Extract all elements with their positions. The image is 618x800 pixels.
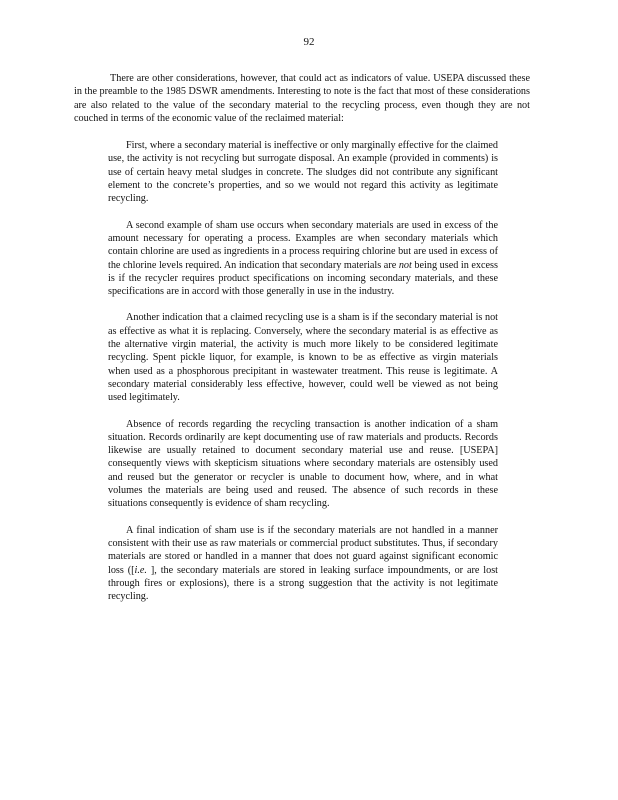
emphasis-text: not [398,259,412,271]
page-number: 92 [303,36,315,48]
intro-paragraph: There are other considerations, however, that could act as indicators of value. USEPA discussed these in the preamble to the 1985 DSWR amendments. Interesting to note is the fact that most of these considerations are also related to the value of the secondary material to the recycling process, even though they are not couched in terms of the economic value of the reclaimed material: [74,73,530,124]
quote-text: ], the secondary materials are stored in leaking surface impoundments, or are lost through fires or explosions), there is a strong suggestion that the activity is not legitimate recycling. [108,564,498,603]
quote-text: A second example of sham use occurs when secondary materials are used in excess of the amount necessary for operating a process. Examples are when secondary materials which contain chlorine are used as ingredients in a process requiring chlorine but are used in excess of the chlorine levels required. An indication that secondary materials are [108,219,498,271]
quote-paragraph-4: Absence of records regarding the recycling transaction is another indication of a sham situation. Records ordinarily are kept documenting use of raw materials and products. Records likewise are usually retained to document secondary material use and reuse. [USEPA] consequently views with skepticism situations where secondary materials are ostensibly used and reused but the generator or recycler is unable to document how, where, and in what volumes the materials are being used and reused. The absence of such records in these situations consequently is evidence of sham recycling. [108,418,498,510]
body-text [74,72,530,603]
quote-paragraph-2 [74,219,530,299]
quote-paragraph-3: Another indication that a claimed recycling use is a sham is if the secondary material is not as effective as what it is replacing. Conversely, where the secondary material is as effective as the alternative virgin material, the activity is much more likely to be considered legitimate recycling. Spent pickle liquor, for example, is known to be as effective as virgin materials when used as a phosphorous precipitant in wastewater treatment. This reuse is legitimate. A secondary material considerably less effective, however, could well be viewed as not being used legitimately. [108,312,498,404]
quote-text: A final indication of sham use is if the secondary materials are not handled in a manner consistent with their use as raw materials or commercial product substitutes. Thus, if secondary materials are stored or handled in a manner that does not guard against significant economic loss ([ [108,524,498,576]
quote-paragraph-1: First, where a secondary material is ineffective or only marginally effective for the claimed use, the activity is not recycling but surrogate disposal. An example (provided in comments) is use of certain heavy metal sludges in concrete. The sludges did not contribute any significant element to the concrete’s properties, and so we would not regard this activity as legitimate recycling. [108,140,498,205]
quote-paragraph-5 [74,524,530,604]
quote-text: being used in excess is if the recycler requires product specifications on incoming secondary materials, and these specifications are in accord with those generally in use in the industry. [108,259,498,298]
emphasis-text: i.e. [134,564,147,576]
